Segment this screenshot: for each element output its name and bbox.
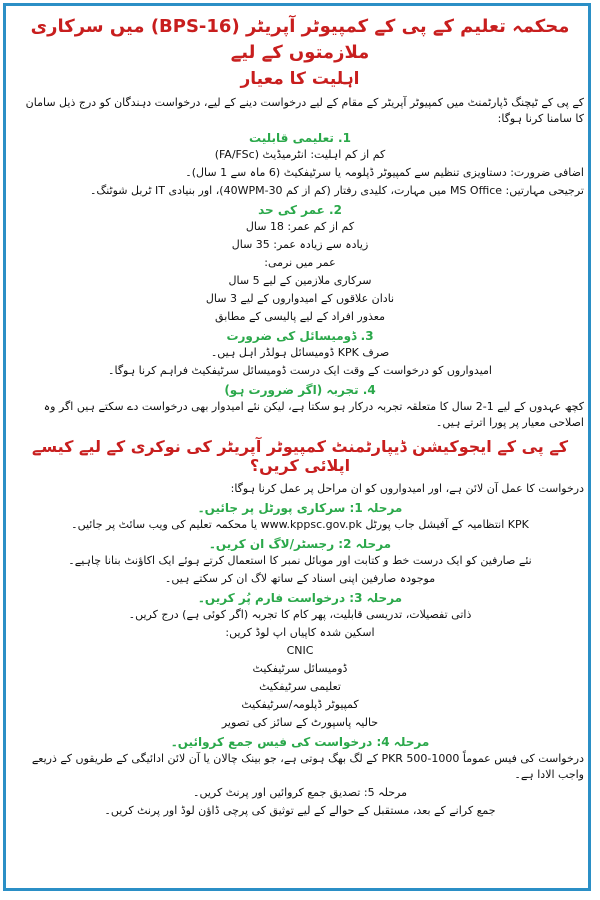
step-heading-1: مرحلہ 1: سرکاری پورٹل پر جائیں۔: [197, 501, 403, 515]
section-line: زیادہ سے زیادہ عمر: 35 سال: [231, 238, 369, 251]
step-heading-4: مرحلہ 4: درخواست کی فیس جمع کروائیں۔: [170, 735, 430, 749]
section-line: معذور افراد کے لیے پالیسی کے مطابق: [215, 310, 385, 323]
section-line: ترجیحی مہارتیں: MS Office میں مہارت، کلیدی رفتار (کم از کم 30-40WPM)، اور بنیادی IT ٹربل شوٹنگ۔: [89, 184, 584, 197]
step-line: نئے صارفین کو ایک درست خط و کتابت اور موبائل نمبر کا استعمال کرتے ہوئے ایک اکاؤنٹ بنانا چاہیے۔: [68, 554, 532, 567]
step-line: KPK انتظامیہ کے آفیشل جاب پورٹل www.kppsc.gov.pk یا محکمہ تعلیم کی ویب سائٹ پر جائیں۔: [71, 518, 529, 531]
section-heading-domicile: 3. ڈومیسائل کی ضرورت: [226, 329, 374, 343]
step-line: ذاتی تفصیلات، تدریسی قابلیت، پھر کام کا تجربہ (اگر کوئی ہے) درج کریں۔: [128, 608, 472, 621]
section-line: صرف KPK ڈومیسائل ہولڈر اہل ہیں۔: [210, 346, 390, 359]
section-heading-age: 2. عمر کی حد: [258, 203, 342, 217]
section-heading-experience: 4. تجربہ (اگر ضرورت ہو): [224, 383, 376, 397]
page-subtitle: اہلیت کا معیار: [240, 69, 360, 89]
step-line: درخواست کی فیس عموماً PKR 500-1000 کے لگ بھگ ہوتی ہے، جو بینک چالان یا آن لائن ادائیگی کے طریقوں کے ذریعے واجب الادا ہے۔: [31, 752, 584, 781]
apply-intro: درخواست کا عمل آن لائن ہے، اور امیدواروں کو ان مراحل پر عمل کرنا ہوگا:: [230, 482, 584, 495]
step-line: ڈومیسائل سرٹیفکیٹ: [252, 662, 348, 675]
section-line: کچھ عہدوں کے لیے 1-2 سال کا متعلقہ تجربہ درکار ہو سکتا ہے، لیکن نئے امیدوار بھی درخواست دے سکتے ہیں اگر وہ اصلاحی معیار پر پورا اترتے ہیں۔: [43, 400, 584, 429]
apply-heading: کے پی کے ایجوکیشن ڈیپارٹمنٹ کمپیوٹر آپریٹر کی نوکری کے لیے کیسے اپلائی کریں؟: [31, 437, 569, 475]
intro-text: کے پی کے ٹیچنگ ڈپارٹمنٹ میں کمپیوٹر آپریٹر کے مقام کے لیے درخواست دینے کے لیے، درخواست دہندگان کو درج ذیل سامان کا سامنا کرنا ہوگا:: [25, 96, 584, 125]
section-line: کم از کم اہلیت: انٹرمیڈیٹ (FA/FSc): [214, 148, 386, 161]
step-heading-2: مرحلہ 2: رجسٹر/لاگ ان کریں۔: [208, 537, 392, 551]
step-line: مرحلہ 5: تصدیق جمع کروائیں اور پرنٹ کریں۔: [193, 786, 407, 799]
section-line: نادان علاقوں کے امیدواروں کے لیے 3 سال: [205, 292, 395, 305]
section-line: کم از کم عمر: 18 سال: [245, 220, 355, 233]
step-line: موجودہ صارفین اپنی اسناد کے ساتھ لاگ ان کر سکتے ہیں۔: [164, 572, 436, 585]
step-heading-3: مرحلہ 3: درخواست فارم پُر کریں۔: [197, 591, 403, 605]
section-line: عمر میں نرمی:: [264, 256, 336, 269]
section-line: سرکاری ملازمین کے لیے 5 سال: [228, 274, 372, 287]
step-line: CNIC: [286, 644, 314, 657]
section-heading-education: 1. تعلیمی قابلیت: [249, 131, 351, 145]
step-line: جمع کرانے کے بعد، مستقبل کے حوالے کے لیے توثیق کی پرچی ڈاؤن لوڈ اور پرنٹ کریں۔: [104, 804, 496, 817]
document: [10, 10, 590, 890]
step-line: کمپیوٹر ڈپلومہ/سرٹیفکیٹ: [241, 698, 359, 711]
section-line: اضافی ضرورت: دستاویزی تنظیم سے کمپیوٹر ڈپلومہ یا سرٹیفکیٹ (6 ماہ سے 1 سال)۔: [185, 166, 584, 179]
step-line: اسکین شدہ کاپیاں اپ لوڈ کریں:: [225, 626, 375, 639]
step-line: حالیہ پاسپورٹ کے سائز کی تصویر: [221, 716, 379, 729]
page-title: محکمہ تعلیم کے پی کے کمپیوٹر آپریٹر (BPS-16) میں سرکاری ملازمتوں کے لیے: [30, 16, 570, 63]
section-line: امیدواروں کو درخواست کے وقت ایک درست ڈومیسائل سرٹیفکیٹ فراہم کرنا ہوگا۔: [108, 364, 492, 377]
step-line: تعلیمی سرٹیفکیٹ: [259, 680, 341, 693]
